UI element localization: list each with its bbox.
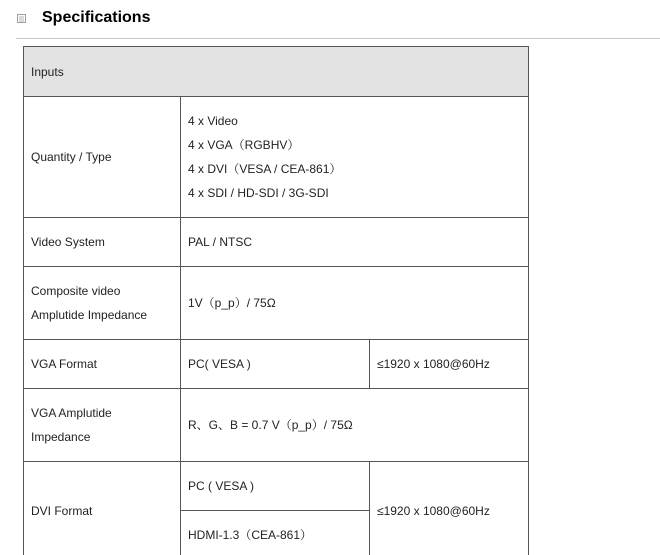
resolution-vga-format: ≤1920 x 1080@60Hz — [370, 340, 529, 389]
label-composite — [24, 267, 181, 340]
spec-table — [23, 46, 529, 555]
label-composite-line-1: Composite video — [31, 284, 121, 298]
quantity-type-line-3: 4 x DVI（VESA / CEA-861） — [188, 162, 342, 176]
value-vga-amplitude: R、G、B = 0.7 V（p_p）/ 75Ω — [181, 389, 529, 462]
grid-bullet-icon — [17, 14, 26, 23]
table-row-vga-format — [24, 340, 529, 389]
quantity-type-line-2: 4 x VGA（RGBHV） — [188, 138, 300, 152]
quantity-type-line-4: 4 x SDI / HD-SDI / 3G-SDI — [188, 186, 329, 200]
resolution-dvi-format: ≤1920 x 1080@60Hz — [370, 462, 529, 555]
label-vga-amplitude-line-1: VGA Amplutide — [31, 406, 112, 420]
label-vga-amplitude-line-2: Impedance — [31, 430, 91, 444]
table-row-inputs — [24, 47, 529, 97]
table-row-vga-amplitude — [24, 389, 529, 462]
table-row-video-system — [24, 218, 529, 267]
section-header — [0, 0, 660, 38]
label-quantity-type: Quantity / Type — [24, 97, 181, 218]
label-vga-format: VGA Format — [24, 340, 181, 389]
value-composite: 1V（p_p）/ 75Ω — [181, 267, 529, 340]
value-dvi-format-1: PC ( VESA ) — [181, 462, 370, 511]
table-row-composite — [24, 267, 529, 340]
value-vga-format: PC( VESA ) — [181, 340, 370, 389]
label-composite-line-2: Amplutide Impedance — [31, 308, 148, 322]
label-vga-amplitude — [24, 389, 181, 462]
table-row-dvi-format-1 — [24, 462, 529, 511]
page-title: Specifications — [42, 9, 151, 26]
table-row-quantity-type — [24, 97, 529, 218]
label-video-system: Video System — [24, 218, 181, 267]
value-quantity-type — [181, 97, 529, 218]
value-dvi-format-2: HDMI-1.3（CEA-861） — [181, 511, 370, 555]
section-label-inputs: Inputs — [24, 47, 529, 97]
value-video-system: PAL / NTSC — [181, 218, 529, 267]
quantity-type-line-1: 4 x Video — [188, 114, 238, 128]
label-dvi-format: DVI Format — [24, 462, 181, 555]
header-divider — [16, 38, 660, 39]
